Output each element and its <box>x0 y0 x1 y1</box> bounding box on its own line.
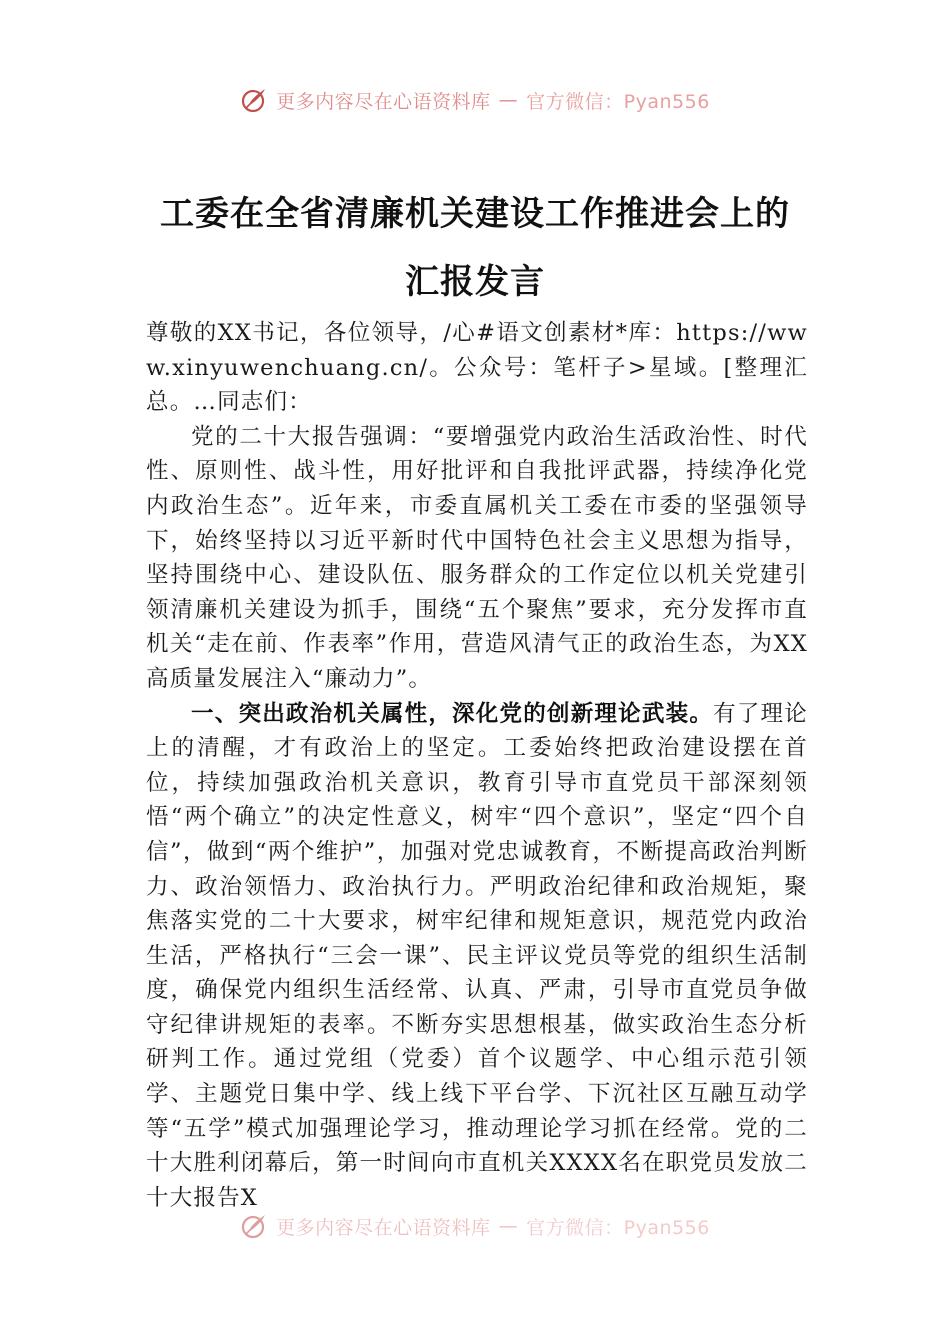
salutation-paragraph: 尊敬的XX书记，各位领导，/心#语文创素材*库：https://www.xinyuwenchuang.cn/。公众号：笔杆子>星域。[整理汇总。…同志们： <box>146 320 808 416</box>
watermark-separator: — <box>498 1215 519 1237</box>
watermark-text: 更多内容尽在心语资料库 <box>276 90 491 113</box>
feather-pen-logo-icon <box>240 1212 268 1240</box>
document-body <box>146 316 808 1215</box>
feather-pen-logo-icon <box>240 86 268 114</box>
watermark-contact: 官方微信：Pyan556 <box>526 90 710 113</box>
section1-paragraph <box>146 697 808 1216</box>
section1-body: 有了理论上的清醒，才有政治上的坚定。工委始终把政治建设摆在首位，持续加强政治机关意识，教育引导市直党员干部深刻领悟“两个确立”的决定性意义，树牢“四个意识”，坚定“四个自信”，做到“两个维护”，加强对党忠诚教育，不断提高政治判断力、政治领悟力、政治执行力。严明政治纪律和政治规矩，聚焦落实党的二十大要求，树牢纪律和规矩意识，规范党内政治生活，严格执行“三会一课”、民主评议党员等党的组织生活制度，确保党内组织生活经常、认真、严肃，引导市直党员争做守纪律讲规矩的表率。不断夯实思想根基，做实政治生态分析研判工作。通过党组（党委）首个议题学、中心组示范引领学、主题党日集中学、线上线下平台学、下沉社区互融互动学等“五学”模式加强理论学习，推动理论学习抓在经常。党的二十大胜利闭幕后，第一时间向市直机关XXXX名在职党员发放二十大报告X <box>146 700 808 1211</box>
watermark-header <box>0 86 950 114</box>
document-title-line1: 工委在全省清廉机关建设工作推进会上的 <box>160 194 790 234</box>
watermark-footer <box>0 1212 950 1240</box>
section1-heading: 一、突出政治机关属性，深化党的创新理论武装。 <box>191 700 714 727</box>
watermark-contact: 官方微信：Pyan556 <box>526 1216 710 1239</box>
watermark-text: 更多内容尽在心语资料库 <box>276 1216 491 1239</box>
watermark-separator: — <box>498 89 519 111</box>
intro-paragraph: 党的二十大报告强调：“要增强党内政治生活政治性、时代性、原则性、战斗性，用好批评和自我批评武器，持续净化党内政治生态”。近年来，市委直属机关工委在市委的坚强领导下，始终坚持以习近平新时代中国特色社会主义思想为指导，坚持围绕中心、建设队伍、服务群众的工作定位以机关党建引领清廉机关建设为抓手，围绕“五个聚焦”要求，充分发挥市直机关“走在前、作表率”作用，营造风清气正的政治生态，为XX高质量发展注入“廉动力”。 <box>146 423 808 692</box>
document-title-line2: 汇报发言 <box>405 262 545 302</box>
